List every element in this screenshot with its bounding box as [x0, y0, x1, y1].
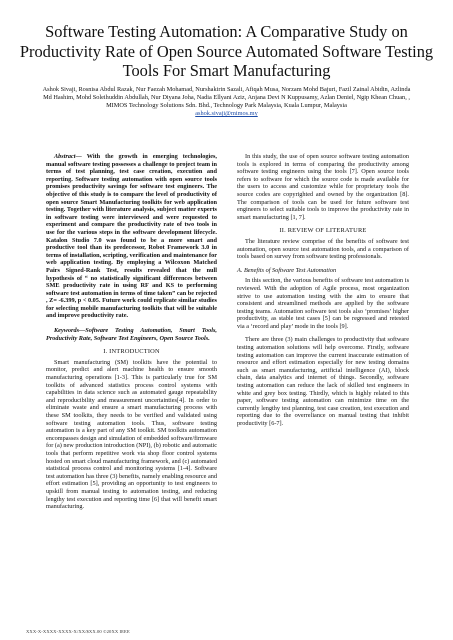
author-organization: MIMOS Technology Solutions Sdn. Bhd., Technology Park Malaysia, Kuala Lumpur, Malaysia [106, 102, 347, 110]
keywords [46, 327, 217, 342]
subsection-heading-benefits: A. Benefits of Software Test Automation [237, 266, 337, 274]
abstract [46, 153, 217, 320]
abstract-label: Abstract— [54, 153, 82, 160]
study-paragraph: In this study, the use of open source software testing automation tools is explored in terms of comparing the productivity among software testing engineers using the tools [7]. Open source tools refers to software for which the source code is made available for the users to access and customize while for proprietary tools the source codes are copyrighted and owned by the organization [8]. The comparison of tools can be used for future software test engineers to select suitable tools to improve the productivity rate in smart manufacturing [1, 7]. [237, 153, 409, 221]
author-block [40, 86, 413, 118]
introduction-paragraph: Smart manufacturing (SM) toolkits have the potential to monitor, predict and alert machine health to ensure smooth manufacturing operations [1-3]. This is particularly true for SM toolkits of advanced statistics process control systems with capabilities in data science such as automated gauge repeatability and reproducibility and measurement uncertainties[4]. In order to eliminate waste and ensure a smart manufacturing process with these SM toolkits, they needs to be verified and validated using software testing automation tools. Thus, software testing automation is a key part of any SM toolkit. SM toolkits automation encompasses design and simulation of embedded software/firmware for (a) new production introduction (NPI), (b) robotic and automatic tools that perform repetitive work via shop floor control systems hosted on smart cloud manufacturing framework, and (c) automated statistical process control and monitoring systems [1-4]. Software test automation has three (3) benefits, namely enabling resource and effort estimation [5], providing an opportunity to test engineers to upskill from manual testing to automation testing, and reducing lengthy test execution and reporting time [6] that will benefit smart manufacturing. [46, 358, 217, 511]
abstract-text: With the growth in emerging technologies, manual software testing possesses a challenge to project team in terms of test planning, test case creation, execution and reporting. Software testing automation with open source tools promises productivity savings for software test engineers. The objective of this study is to compare the level of productivity of open source Smart Manufacturing toolkits for web application testing. Together with literature analysis, subject matter experts in software testing were interviewed and were requested to experiment and compare the productivity rate of two tools in use for the various steps in the software development lifecycle. Katalon Studio 7.0 was found to be a more smart and productive tool than its predecessor, Robot Framework 3.0 in terms of installation, scripting, verification and maintenance for web application testing. By employing a Wilcoxon Matched Pairs Signed-Rank Test, results revealed that the null hypothesis of “ no statistically significant differences between SME productivity rate in using RF and KS to performing software test automation in terms of time taken” can be rejected , Z= -6.399, p < 0.05. Future work could replicate similar studies for selecting mobile manufacturing toolkits that will be suitable and improve productivity rate. [46, 153, 217, 320]
copyright-footer: XXX-X-XXXX-XXXX-X/XX/$XX.00 ©20XX IEEE [26, 629, 130, 634]
section-heading-introduction: I. INTRODUCTION [103, 348, 160, 356]
benefits-paragraph-1: In this section, the various benefits of software test automation is reviewed. With the adoption of Agile process, most organization strive to use automation testing with the aim to ensure that consistent and streamlined methods are applied by the software testing teams. Automation software test tools also ‘promises’ higher productivity, as stable test cases [5] can be regressed and retested via a ‘record and play’ mode in the tools [9]. [237, 277, 409, 330]
left-column [46, 153, 217, 517]
right-column [237, 153, 409, 434]
paper-title: Software Testing Automation: A Comparative Study on Productivity Rate of Open Source Automated Software Testing Tools For Smart Manufacturing [19, 22, 434, 80]
author-list: Ashok Sivaji, Rosnisa Abdul Razak, Nur Faezah Mohamad, Nurshakirin Sazali, Afiqah Musa, Norzam Mohd Bajuri, Fazil Zainal Abidin, Azlinda Md Hashim, Mohd Soleihuddin Abdullah, Nur Diyana Joha, Nadia Ellyani Aziz, Anjana Devi N Kuppusamy, Azlan Deniel, Ngip Khean Chuan, , [42, 86, 411, 102]
keywords-text: Software Testing Automation, Smart Tools, Productivity Rate, Software Test Engineers, Open Source Tools. [46, 327, 217, 342]
keywords-label: Keywords— [54, 327, 86, 335]
literature-paragraph: The literature review comprise of the benefits of software test automation, open source test automation tools, and a comparison of tools based on survey from software testing professionals. [237, 237, 409, 261]
benefits-paragraph-2: There are three (3) main challenges to productivity that software testing automation solutions will help overcome. Firstly, software testing automation can improve the current inaccurate estimation of resource and effort estimation especially for new testing domains such as smart manufacturing, artificial intelligence (AI), block chain, data analytics and internet of things. Secondly, software testing automation can reduce the lack of skilled test engineers in white and grey box testing. Thirdly, which is highly related to this paper, software testing automation can minimize time on the currently lengthy test planning, test case creation, test execution and reporting due to the overreliance on manual testing that inhibit productivity [6-7]. [237, 336, 409, 427]
author-email-link[interactable]: ashok.sivaji@mimos.my [195, 110, 258, 118]
section-heading-literature: II. REVIEW OF LITERATURE [279, 227, 367, 235]
